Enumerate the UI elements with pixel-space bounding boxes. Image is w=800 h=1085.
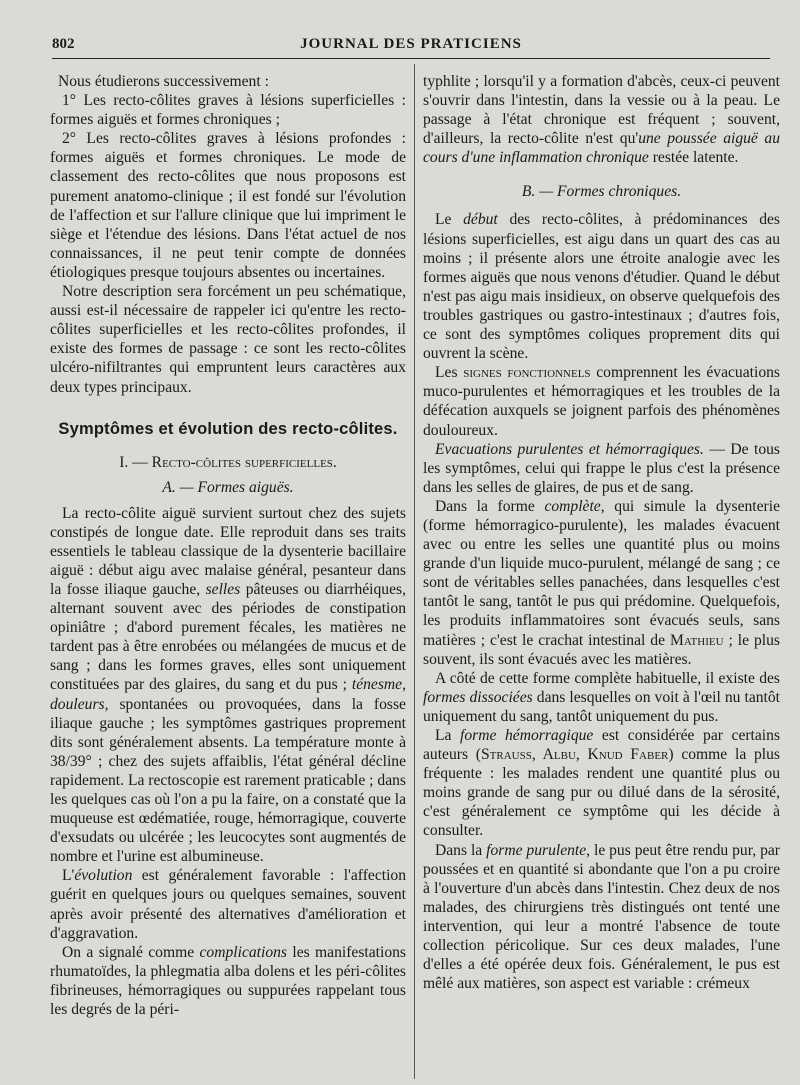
- text-run: L': [62, 867, 75, 885]
- italic-term: Evacuations purulentes et hémorragiques.: [435, 440, 704, 458]
- text-run: typhlite ; lorsqu'il y a formation d'abcès, ceux-ci peuvent s'ouvrir dans l'intestin, dans la vessie ou à la peau. Le passage à l'état chronique est fréquent ; souvent, d'ailleurs, la recto-côlite n'est qu': [423, 73, 780, 148]
- paragraph: [423, 726, 780, 841]
- italic-term: une poussée aiguë au cours d'une inflammation chronique: [423, 130, 780, 167]
- paragraph: [423, 497, 780, 669]
- text-run: ) comme la plus fréquente : les malades rendent une quantité plus ou moins grande de sang pur ou dilué dans de la sérosité, c'est généralement ce symptôme qui les décide à consulter.: [423, 746, 780, 840]
- right-column: [423, 72, 780, 993]
- italic-term: formes dissociées: [423, 688, 533, 706]
- section-title: Symptômes et évolution des recto-côlites.: [58, 419, 398, 438]
- paragraph: [423, 440, 780, 497]
- paragraph: [50, 504, 406, 867]
- paragraph: [50, 866, 406, 942]
- text-run: pâteuses ou diarrhéiques, alternant souvent avec des périodes de constipation opiniâtre ; d'abord purement fécales, les matières ne tardent pas à être enrobées ou mélangées de mucus et de sang ; dans les formes graves, elles sont uniquement constituées par des glaires, du sang et du pus ;: [50, 580, 406, 694]
- subsection-subtitle: B. — Formes chroniques.: [521, 183, 682, 201]
- text-run: — De tous les symptômes, celui qui frappe le plus c'est la présence dans les selles de glaires, de pus et de sang.: [423, 440, 780, 496]
- italic-term: évolution: [74, 867, 133, 885]
- italic-term: complications: [199, 943, 287, 961]
- small-caps-term: signes fonctionnels: [463, 364, 591, 382]
- text-run: ; le plus souvent, ils sont évacués avec les matières.: [423, 631, 780, 668]
- text-run: A côté de cette forme complète habituelle, il existe des: [435, 669, 780, 687]
- paragraph: [423, 669, 780, 726]
- text-run: restée latente.: [652, 149, 739, 167]
- text-run: Le: [435, 211, 452, 229]
- italic-term: selles: [205, 580, 241, 598]
- paragraph: [423, 363, 780, 439]
- subsection-subtitle: A. — Formes aiguës.: [162, 478, 294, 496]
- paragraph: Nous étudierons successivement :: [58, 73, 269, 90]
- text-run: Les: [435, 364, 458, 382]
- paragraph: [423, 841, 780, 994]
- text-run: les manifestations rhumatoïdes, la phlegmatia alba dolens et les péri-côlites fibrineuses, hémorragiques ou suppurées rappelant tous les degrés de la péri-: [50, 943, 406, 1019]
- left-column: [50, 72, 406, 1019]
- text-run: Dans la forme: [435, 497, 535, 515]
- paragraph: 2° Les recto-côlites graves à lésions profondes : formes aiguës et formes chroniques. Le mode de classement des recto-côlites que nous proposons est purement anatomo-clinique ; il est fondé sur l'évolution de l'affection et sur l'allure clinique que lui impriment le siège et l'étendue des lésions. Dans l'état actuel de nos connaissances, il ne peut tenir compte de données étiologiques presque toujours absentes ou incertaines.: [50, 130, 406, 281]
- column-divider: [414, 64, 415, 1079]
- italic-term: forme hémorragique: [460, 727, 594, 744]
- subsection-title: I. — Recto-côlites superficielles.: [119, 453, 337, 471]
- text-run: spontanées ou provoquées, dans la fosse iliaque gauche ; les symptômes gastriques proprement dits sont généralement absents. La température monte à 38/39° ; chez des sujets affaiblis, l'état général décline rapidement. La rectoscopie est rarement praticable ; dans les quelques cas où l'on a pu la faire, on a constaté que la muqueuse est œdématiée, rouge, hémorragique, couverte d'exsudats ou ulcérée ; les leucocytes sont augmentés de nombre et l'urine est albumineuse.: [50, 695, 406, 866]
- italic-term: complète,: [544, 497, 605, 515]
- text-run: On a signalé comme: [62, 943, 195, 961]
- text-run: le pus peut être rendu pur, par poussées et en quantité si abondante que l'on a pu croire à l'ouverture d'un abcès dans l'intestin. Chez deux de nos malades, des chirurgiens très distingués ont tenté une intervention, qui leur a montré l'absence de toute collection péricolique. Sur ces deux malades, l'une d'elles a été opérée deux fois. Généralement, le pus est mêlé aux matières, son aspect est variable : crémeux: [423, 841, 781, 993]
- text-run: Dans la: [435, 841, 483, 859]
- paragraph: [50, 943, 406, 1019]
- text-run: qui simule la dysenterie (forme hémorragico-purulente), les malades évacuent avec ou entre les selles une quantité plus ou moins grande d'un liquide muco-purulent, mélangé de sang ; ce sont de véritables selles panachées, dans lesquelles c'est tantôt le sang, tantôt le pus qui prédomine. Quelquefois, les produits inflammatoires sont évacués seuls, sans matières ; c'est le crachat intestinal de: [423, 497, 780, 649]
- text-run: comprennent les évacuations muco-purulentes et hémorragiques et les troubles de la défécation auxquels se joignent parfois des phénomènes douloureux.: [423, 364, 780, 439]
- page-header: [52, 34, 770, 59]
- paragraph: [423, 210, 780, 363]
- italic-term: début: [463, 211, 498, 229]
- paragraph: Notre description sera forcément un peu schématique, aussi est-il nécessaire de rappeler ici qu'entre les recto-côlites superficielles et les recto-côlites profondes, il existe des formes de passage : ce sont les recto-côlites ulcéro-nifiltrantes qui empruntent leurs caractères aux deux types principaux.: [50, 283, 406, 396]
- text-run: La recto-côlite aiguë survient surtout chez des sujets constipés de longue date. Elle reproduit dans ses traits essentiels le tableau classique de la dysenterie bacillaire aiguë : début aigu avec malaise général, pesanteur dans la fosse iliaque gauche,: [50, 504, 406, 598]
- paragraph: [423, 72, 780, 167]
- text-run: La: [435, 727, 452, 744]
- text-run: dans lesquelles on voit à l'œil nu tantôt uniquement du sang, tantôt uniquement du pus.: [423, 688, 781, 725]
- italic-term: ténesme, douleurs,: [50, 676, 406, 713]
- italic-term: forme purulente,: [486, 841, 591, 859]
- journal-title: JOURNAL DES PRATICIENS: [300, 36, 522, 52]
- small-caps-term: Strauss, Albu, Knud Faber: [480, 746, 669, 764]
- text-run: des recto-côlites, à prédominances des lésions superficielles, est aigu dans un quart des cas au moins ; il présente alors une étroite analogie avec les formes aiguës que nous venons d'étudier. Quand le début n'est pas aigu mais insidieux, on observe quelquefois des troubles gastriques ou gastro-intestinaux ; d'autres fois, ce sont des symptômes coliques proprement dits qui ouvrent la scène.: [423, 211, 780, 363]
- page-number: 802: [52, 36, 75, 52]
- text-run: est généralement favorable : l'affection guérit en quelques jours ou quelques semaines, souvent après avoir présenté des alternatives d'amélioration et d'aggravation.: [50, 867, 406, 942]
- text-run: est considérée par certains auteurs (: [423, 727, 781, 764]
- small-caps-term: Mathieu: [669, 631, 724, 649]
- paragraph: 1° Les recto-côlites graves à lésions superficielles : formes aiguës et formes chroniques ;: [50, 92, 406, 129]
